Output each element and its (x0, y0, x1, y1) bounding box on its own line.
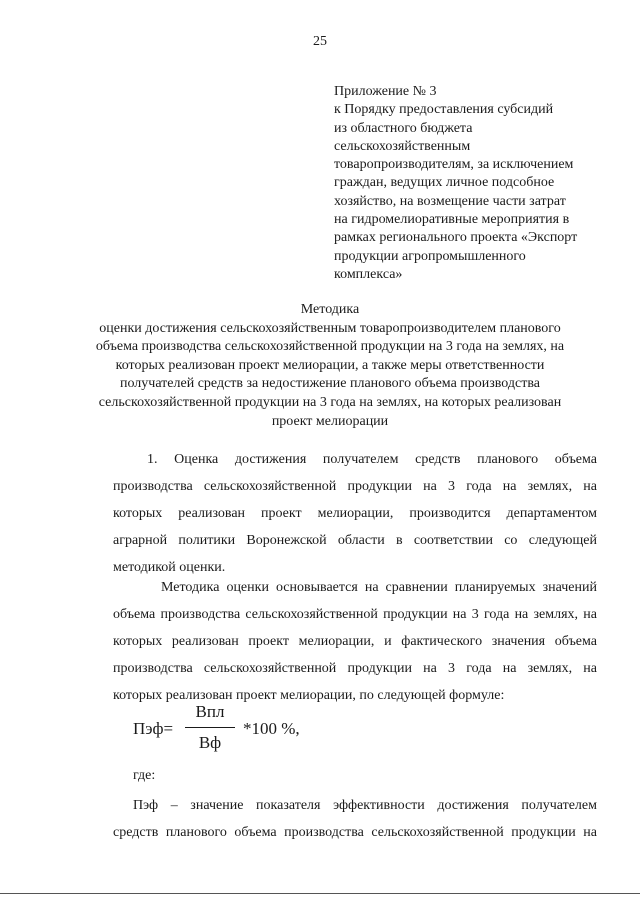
formula-denominator: Вф (198, 733, 222, 752)
paragraph-line: производства сельскохозяйственной продукции на 3 года на землях, на (113, 661, 597, 676)
paragraph-line: которых реализован проект мелиорации, по следующей формуле: (113, 688, 505, 703)
annex-line: из областного бюджета (334, 120, 473, 136)
where-label: где: (133, 768, 156, 783)
annex-header (334, 83, 624, 284)
paragraph-line: объема производства сельскохозяйственной продукции на 3 года на землях, на (113, 607, 597, 622)
paragraph-1 (113, 446, 597, 581)
formula-lhs: Пэф= (133, 719, 174, 738)
page-number: 25 (313, 34, 327, 49)
formula-numerator: Впл (195, 702, 225, 721)
paragraph-line: Методика оценки основывается на сравнении планируемых значений (161, 580, 597, 595)
title-line: объема производства сельскохозяйственной продукции на 3 года на землях, на (95, 339, 565, 355)
annex-line: сельскохозяйственным (334, 138, 471, 154)
annex-line: на гидромелиоративные мероприятия в (334, 212, 570, 228)
paragraph-line: аграрной политики Воронежской области в соответствии со следующей (113, 533, 597, 548)
title-line: Методика (300, 302, 360, 317)
paragraph-line: которых реализован проект мелиорации, и фактического значения объема (113, 634, 597, 649)
paragraph-line: методикой оценки. (113, 560, 226, 575)
paragraph-3 (113, 792, 597, 846)
fraction-bar (185, 727, 235, 728)
formula-fraction (185, 699, 235, 756)
annex-line: граждан, ведущих личное подсобное (334, 175, 555, 191)
annex-line: к Порядку предоставления субсидий (334, 102, 554, 118)
paragraph-2 (113, 574, 597, 709)
paragraph-line: производства сельскохозяйственной продукции на 3 года на землях, на (113, 479, 597, 494)
annex-line: Приложение № 3 (334, 84, 437, 99)
paragraph-line: Пэф – значение показателя эффективности достижения получателем (133, 798, 597, 813)
document-title (60, 301, 600, 431)
annex-line: товаропроизводителям, за исключением (334, 157, 574, 173)
page-bottom-divider (0, 893, 640, 894)
formula-rhs: *100 %, (243, 719, 300, 738)
title-line: которых реализован проект мелиорации, а также меры ответственности (115, 357, 545, 373)
paragraph-line: средств планового объема производства сельскохозяйственной продукции на (113, 825, 597, 840)
title-line: получателей средств за недостижение планового объема производства (120, 376, 540, 392)
paragraph-line: 1. Оценка достижения получателем средств планового объема (147, 452, 597, 467)
title-line: сельскохозяйственной продукции на 3 года на землях, на которых реализован (98, 394, 562, 410)
title-line: оценки достижения сельскохозяйственным товаропроизводителем планового (99, 320, 561, 336)
annex-line: рамках регионального проекта «Экспорт (334, 230, 578, 246)
annex-line: продукции агропромышленного (334, 248, 526, 264)
annex-line: комплекса» (334, 266, 403, 282)
annex-line: хозяйство, на возмещение части затрат (334, 193, 566, 209)
paragraph-line: которых реализован проект мелиорации, производится департаментом (113, 506, 597, 521)
title-line: проект мелиорации (271, 413, 389, 429)
